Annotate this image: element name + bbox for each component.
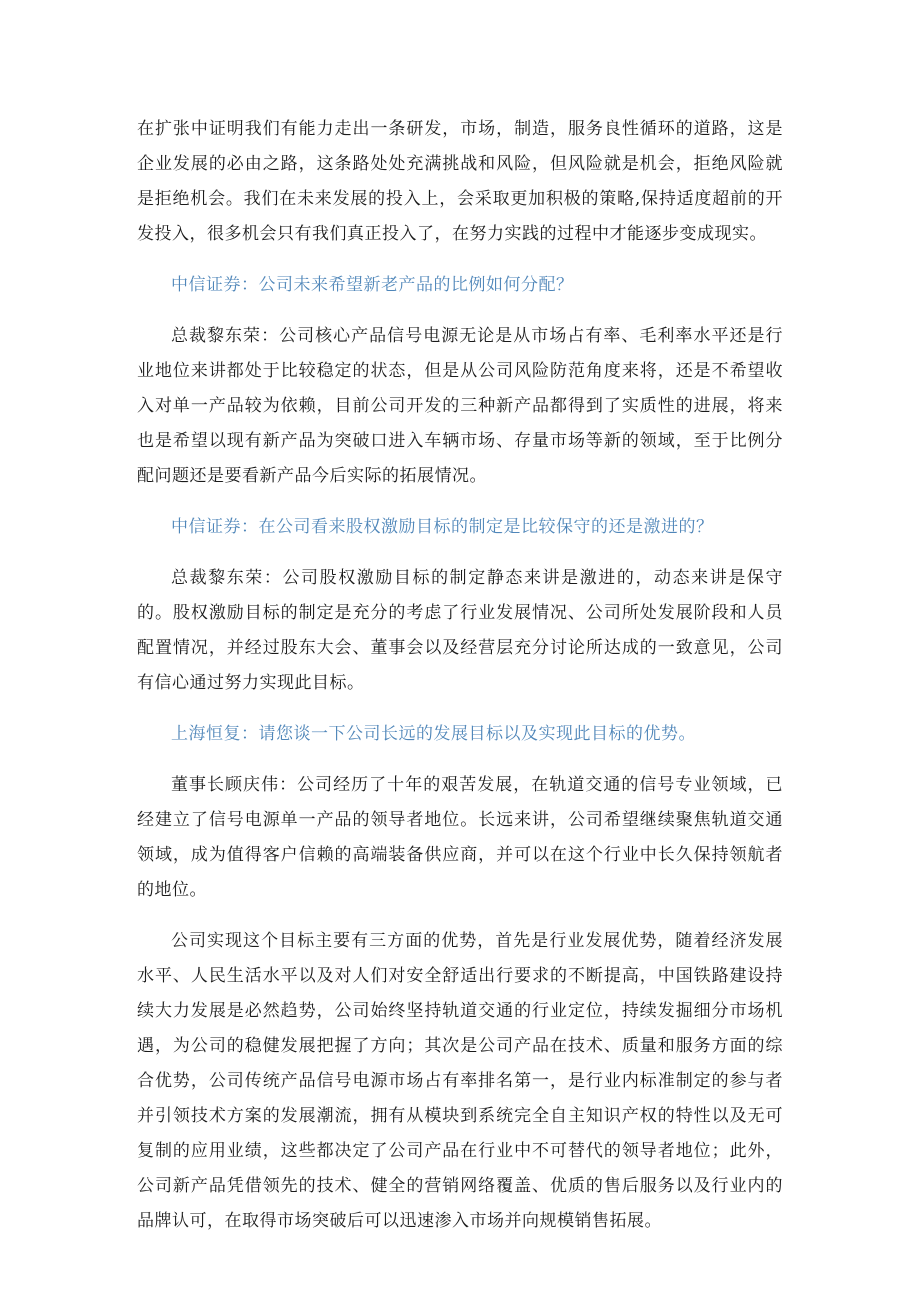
document-body: [137, 112, 783, 1239]
question-paragraph: 中信证券：在公司看来股权激励目标的制定是比较保守的还是激进的？: [171, 517, 714, 537]
answer-paragraph: 总裁黎东荣：公司核心产品信号电源无论是从市场占有率、毛利率水平还是行业地位来讲都处于比较稳定的状态，但是从公司风险防范角度来将，还是不希望收入对单一产品较为依赖，目前公司开发的三种新产品都得到了实质性的进展，将来也是希望以现有新产品为突破口进入车辆市场、存量市场等新的领域，至于比例分配问题还是要看新产品今后实际的拓展情况。: [137, 326, 783, 486]
answer-paragraph: 总裁黎东荣：公司股权激励目标的制定静态来讲是激进的，动态来讲是保守的。股权激励目标的制定是充分的考虑了行业发展情况、公司所处发展阶段和人员配置情况，并经过股东大会、董事会以及经营层充分讨论所达成的一致意见，公司有信心通过努力实现此目标。: [137, 568, 783, 693]
answer-paragraph: 公司实现这个目标主要有三方面的优势，首先是行业发展优势，随着经济发展水平、人民生活水平以及对人们对安全舒适出行要求的不断提高，中国铁路建设持续大力发展是必然趋势，公司始终坚持轨道交通的行业定位，持续发掘细分市场机遇，为公司的稳健发展把握了方向；其次是公司产品在技术、质量和服务方面的综合优势，公司传统产品信号电源市场占有率排名第一，是行业内标准制定的参与者并引领技术方案的发展潮流，拥有从模块到系统完全自主知识产权的特性以及无可复制的应用业绩，这些都决定了公司产品在行业中不可替代的领导者地位；此外，公司新产品凭借领先的技术、健全的营销网络覆盖、优质的售后服务以及行业内的品牌认可，在取得市场突破后可以迅速渗入市场并向规模销售拓展。: [137, 931, 783, 1231]
question-paragraph: 中信证券：公司未来希望新老产品的比例如何分配？: [171, 275, 574, 295]
answer-paragraph: 在扩张中证明我们有能力走出一条研发，市场，制造，服务良性循环的道路，这是企业发展的必由之路，这条路处处充满挑战和风险，但风险就是机会，拒绝风险就是拒绝机会。我们在未来发展的投入上，会采取更加积极的策略,保持适度超前的开发投入，很多机会只有我们真正投入了，在努力实践的过程中才能逐步变成现实。: [137, 119, 783, 244]
question-paragraph: 上海恒复：请您谈一下公司长远的发展目标以及实现此目标的优势。: [171, 724, 696, 744]
answer-paragraph: 董事长顾庆伟：公司经历了十年的艰苦发展，在轨道交通的信号专业领域，已经建立了信号电源单一产品的领导者地位。长远来讲，公司希望继续聚焦轨道交通领域，成为值得客户信赖的高端装备供应商，并可以在这个行业中长久保持领航者的地位。: [137, 775, 783, 900]
